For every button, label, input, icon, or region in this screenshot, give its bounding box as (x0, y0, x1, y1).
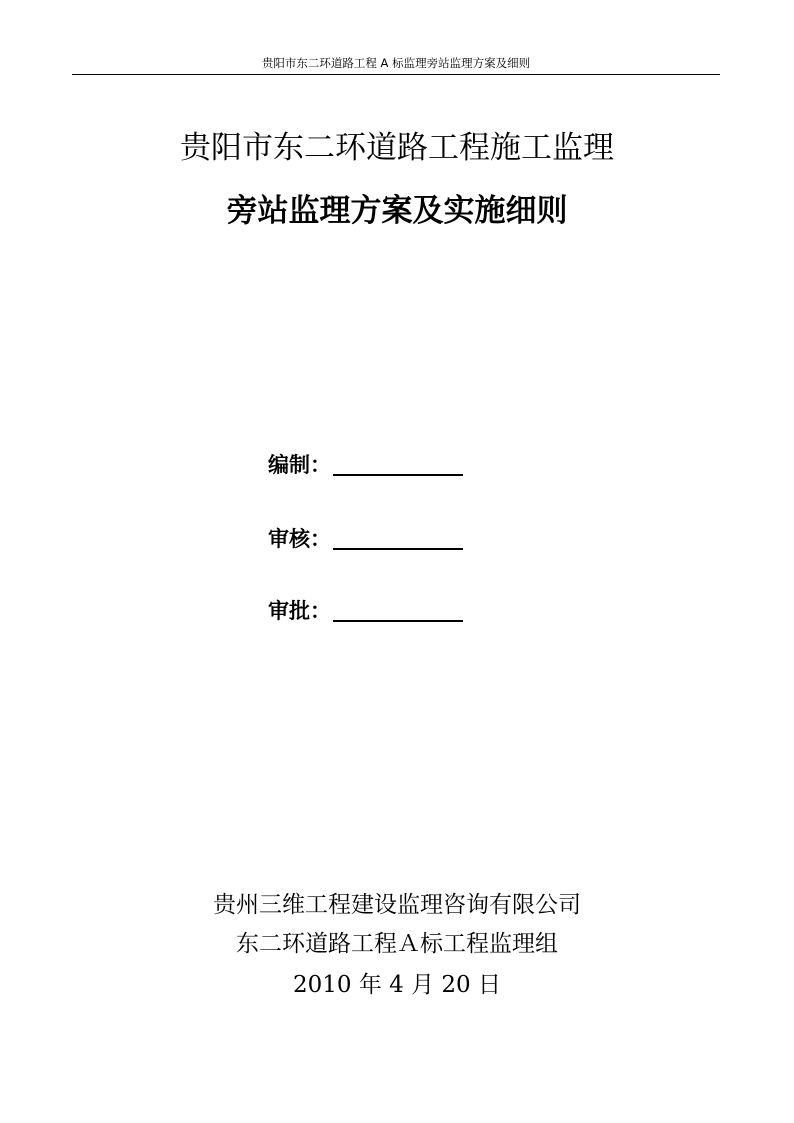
running-header-text: 贵阳市东二环道路工程 A 标监理旁站监理方案及细则 (261, 56, 531, 70)
signature-label-reviewed: 审核： (268, 527, 331, 551)
signature-row-prepared (268, 452, 463, 482)
document-subtitle: 旁站监理方案及实施细则 (226, 193, 568, 229)
signature-label-prepared: 编制： (268, 453, 331, 477)
signature-blank-line (333, 620, 463, 622)
signature-row-reviewed (268, 526, 463, 556)
supervision-group: 东二环道路工程Ａ标工程监理组 (236, 931, 558, 957)
signature-blank-line (333, 474, 463, 476)
signature-blank-line (333, 548, 463, 550)
signature-row-approved (268, 598, 463, 628)
document-date: 2010 年 4 月 20 日 (293, 972, 501, 998)
document-title: 贵阳市东二环道路工程施工监理 (180, 130, 614, 166)
running-header (72, 56, 720, 75)
company-name: 贵州三维工程建设监理咨询有限公司 (213, 892, 581, 918)
signature-label-approved: 审批： (268, 599, 331, 623)
